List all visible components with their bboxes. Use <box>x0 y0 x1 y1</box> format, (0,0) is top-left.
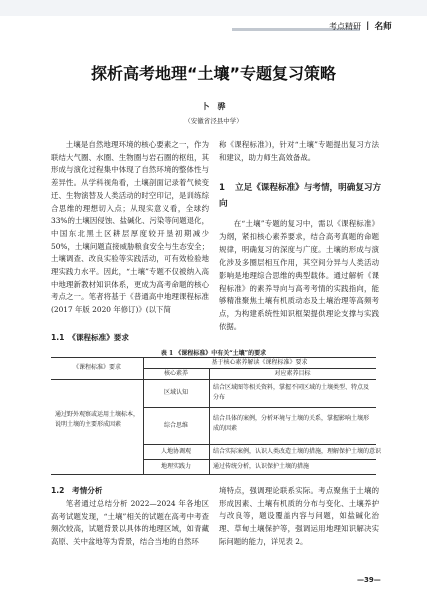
table-row-rule <box>143 459 376 460</box>
table-row-rule <box>143 444 376 445</box>
article-title: 探析高考地理“土壤”专题复习策略 <box>90 64 337 83</box>
column-name: 考点精研 <box>329 22 361 31</box>
subsection-1-1-title: 《课程标准》要求 <box>72 333 129 342</box>
section-1-title: 立足《课程标准》与考情，明确复习方向 <box>219 183 382 209</box>
column-tag: 名师 <box>374 22 392 32</box>
table-requirement-text: 通过野外观察或运用土壤标本，说明土壤的主要形成因素 <box>55 411 140 428</box>
table-literacy-cell: 综合思维 <box>163 422 188 429</box>
subsection-1-2-body-left <box>51 498 209 549</box>
column-header <box>329 20 392 32</box>
intro-paragraph: 土壤是自然地理环境的核心要素之一，作为联结大气圈、水圈、生物圈与岩石圈的枢纽，其形成与演化过程集中体现了自然环境的整体性与差异性。从学科视角看，土壤剖面记录着气候变迁、生物演替及人类活动的时空印记，是训练综合思维的理想切入点；从现实意义看，全球约 33%的土壤因侵蚀、盐碱化、污染等问题退化，中国东北黑土区耕层厚度较开垦初期减少 50%，土壤问题直接威胁粮食安全与生态安全；土壤调查、改良实验等实践活动，可有效检验地理实践力水平。因此，“土壤”专题不仅被纳入高中地理新教材知识体系，更成为高考命题的核心考点之一。笔者将基于《普通高中地理课程标准(2017 年版 2020 年修订)》(以下简 <box>51 140 209 315</box>
subsection-1-2-number: 1.2 <box>51 486 65 495</box>
section-1-number: 1 <box>219 183 225 193</box>
table-header-rule <box>51 379 376 380</box>
section-1-body <box>219 218 379 334</box>
table-subheader-literacy: 核心素养 <box>163 370 188 377</box>
table-goal-cell: 结合具体的案例，分析环境与土壤的关系，掌握影响土壤形成的因素 <box>213 415 370 432</box>
table-goal-cell: 通过传统分析，认识保护土壤的措施 <box>213 463 310 470</box>
page-number: —39— <box>357 576 381 584</box>
header-band <box>0 0 427 16</box>
author: 卜 骅 <box>201 101 226 111</box>
subsection-1-2-body-right <box>219 485 379 549</box>
subsection-1-2-heading <box>51 485 102 496</box>
subsection-1-1-heading <box>51 332 129 343</box>
table-row-rule <box>143 407 376 408</box>
affiliation: （安徽省泾县中学） <box>184 117 243 125</box>
table-bottom-rule <box>51 474 376 475</box>
subsection-1-2-title: 考情分析 <box>72 486 103 495</box>
subsection-1-2-paragraph: 笔者通过总结分析 2022—2024 年各地区高考试题发现，“土壤”相关的试题在高考中考查频次较高，试题背景以具体的地理区域，如青藏高原、关中盆地等为背景，结合当地的自然环 <box>51 499 209 547</box>
intro-paragraph-continued: 称《课程标准》)，针对“土壤”专题提出复习方法和建议，助力师生高效备战。 <box>219 140 379 162</box>
table-goal-cell: 结合实际案例，认识人类改造土壤的措施，理解保护土壤的意识 <box>213 448 382 455</box>
requirements-table <box>51 357 382 475</box>
table-goal-cell: 结合区域图等相关资料，掌握不同区域的土壤类型、特点及分布 <box>213 384 370 401</box>
table-header-requirement: 《课程标准》要求 <box>72 364 121 371</box>
table-literacy-cell: 人地协调观 <box>160 448 191 455</box>
intro-right-column <box>219 139 379 164</box>
table-caption: 表 1 《课程标准》中有关“土壤”的要求 <box>160 350 267 357</box>
table-subheader-goal: 对应素养目标 <box>274 370 311 377</box>
section-1-paragraph: 在“土壤”专题的复习中，需以《课程标准》为纲，紧扣核心素养要求，结合高考真题的命题规律，明确复习的深度与广度。土壤的形成与演化涉及多圈层相互作用，其空间分异与人类活动影响是地理综合思维的典型载体。通过解析《课程标准》的素养导向与高考考情的实践指向，能够精准聚焦土壤有机质动态及土壤治理等高频考点，为构建系统性知识框架提供理论支撑与实践依据。 <box>219 219 379 332</box>
table-header-interpretation: 基于核心素养解读《课程标准》要求 <box>211 359 308 366</box>
table-literacy-cell: 区域认知 <box>163 389 188 396</box>
subsection-1-2-paragraph-continued: 境特点，强调理论联系实际。考点聚焦于土壤的形成因素、土壤有机质的分布与变化、土壤养护与改良等，题设覆盖内容与问题，如盐碱化治理、草甸土壤保护等，强调运用地理知识解决实际问题的能力，详见表 2。 <box>219 486 379 546</box>
subsection-1-1-number: 1.1 <box>51 333 65 342</box>
table-literacy-cell: 地理实践力 <box>160 463 191 470</box>
section-1-heading <box>219 180 384 212</box>
column-separator: 丨 <box>363 22 373 32</box>
intro-left-column <box>51 139 209 317</box>
